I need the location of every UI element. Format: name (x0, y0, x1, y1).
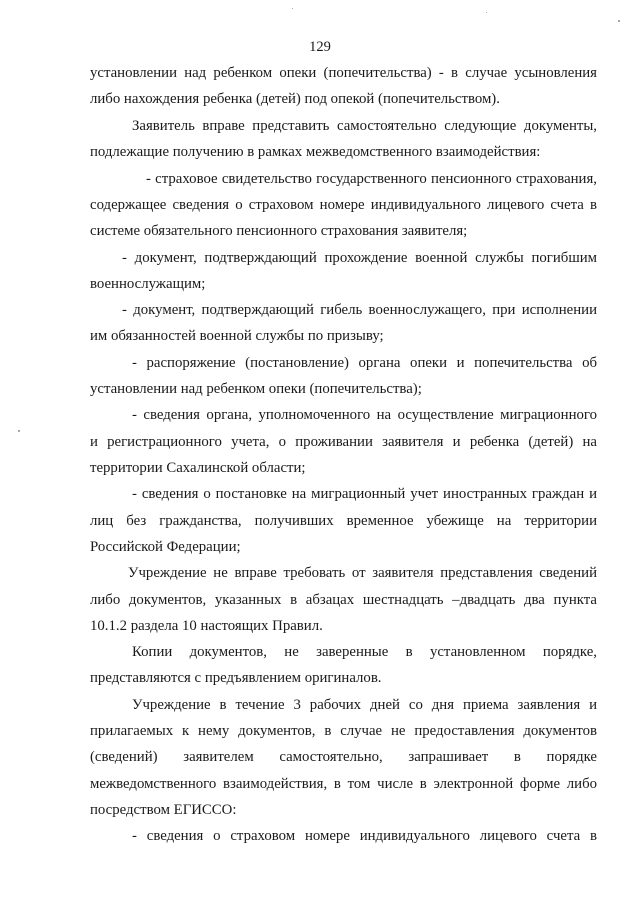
text-line: межведомственного взаимодействия, в том числе в электронной форме либо (90, 776, 597, 792)
text-line: - распоряжение (постановление) органа опеки и попечительства об (132, 355, 597, 371)
text-line: установлении над ребенком опеки (попечительства); (90, 381, 422, 397)
text-line: - документ, подтверждающий гибель военнослужащего, при исполнении (122, 302, 597, 318)
text-line: - документ, подтверждающий прохождение военной службы погибшим (122, 250, 597, 266)
text-line: - сведения органа, уполномоченного на осуществление миграционного (132, 407, 597, 423)
text-line: лиц без гражданства, получивших временное убежище на территории (90, 513, 597, 529)
text-line: (сведений) заявителем самостоятельно, запрашивает в порядке (90, 749, 597, 765)
text-line: военнослужащим; (90, 276, 206, 292)
text-line: и регистрационного учета, о проживании заявителя и ребенка (детей) на (90, 434, 597, 450)
text-line: Учреждение в течение 3 рабочих дней со дня приема заявления и (132, 697, 597, 713)
scan-speck (486, 12, 487, 13)
text-line: содержащее сведения о страховом номере индивидуального лицевого счета в (90, 197, 597, 213)
text-line: системе обязательного пенсионного страхования заявителя; (90, 223, 468, 239)
text-line: подлежащие получению в рамках межведомственного взаимодействия: (90, 144, 541, 160)
text-line: либо нахождения ребенка (детей) под опекой (попечительством). (90, 91, 500, 107)
text-line: либо документов, указанных в абзацах шестнадцать –двадцать два пункта (90, 592, 597, 608)
text-line: Копии документов, не заверенные в установленном порядке, (132, 644, 597, 660)
text-line: представляются с предъявлением оригиналов. (90, 670, 382, 686)
text-line: Учреждение не вправе требовать от заявителя представления сведений (128, 565, 597, 581)
text-line: территории Сахалинской области; (90, 460, 306, 476)
scan-speck (292, 8, 293, 9)
text-line: установлении над ребенком опеки (попечительства) - в случае усыновления (90, 65, 597, 81)
text-line: прилагаемых к нему документов, в случае не предоставления документов (90, 723, 597, 739)
text-line: 10.1.2 раздела 10 настоящих Правил. (90, 618, 323, 634)
text-line: посредством ЕГИССО: (90, 802, 237, 818)
page-number: 129 (309, 39, 331, 55)
text-line: им обязанностей военной службы по призыву; (90, 328, 384, 344)
text-line: Заявитель вправе представить самостоятельно следующие документы, (132, 118, 597, 134)
scan-speck (618, 20, 620, 22)
text-line: Российской Федерации; (90, 539, 241, 555)
text-line: - сведения о постановке на миграционный учет иностранных граждан и (132, 486, 597, 502)
text-line: - страховое свидетельство государственного пенсионного страхования, (146, 171, 597, 187)
text-line: - сведения о страховом номере индивидуального лицевого счета в (132, 828, 597, 844)
scan-speck (18, 430, 20, 432)
